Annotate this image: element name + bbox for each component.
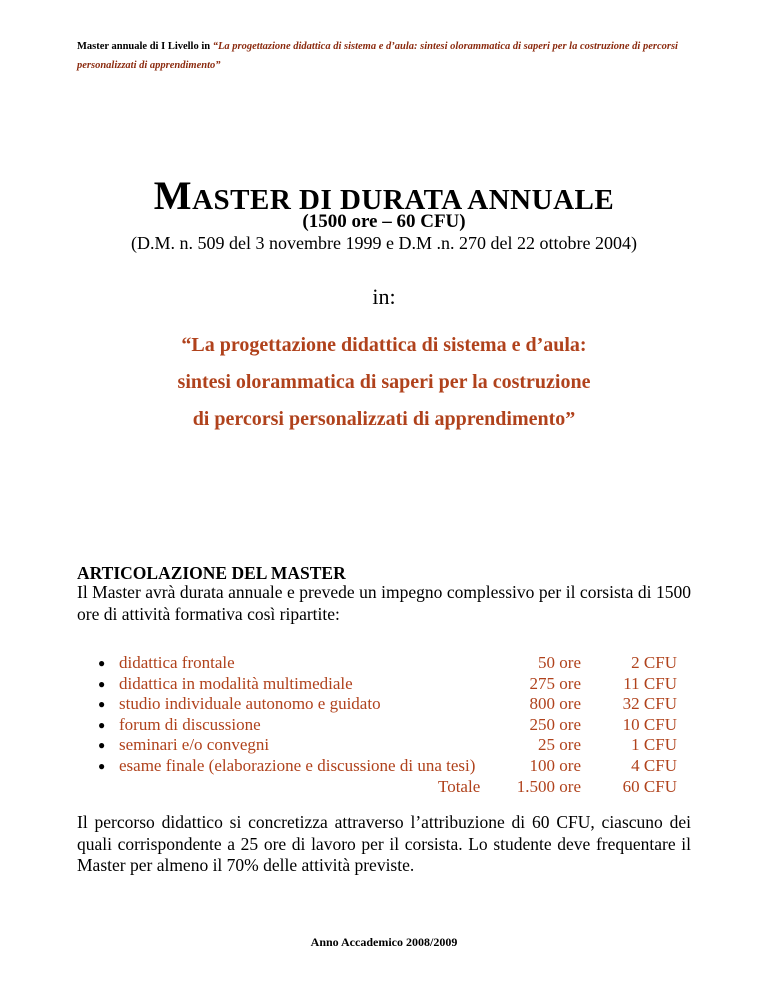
list-item <box>98 756 688 777</box>
activity-cfu: 32 CFU <box>622 694 677 714</box>
list-item <box>98 694 688 715</box>
header-prefix: Master annuale di I Livello in <box>77 41 213 52</box>
in-label: in: <box>372 284 396 309</box>
activity-label: studio individuale autonomo e guidato <box>119 694 381 714</box>
activities-list <box>98 653 688 797</box>
activity-hours: 25 ore <box>538 735 581 755</box>
title-hours: (1500 ore – 60 CFU) <box>302 211 466 232</box>
activity-hours: 800 ore <box>529 694 581 714</box>
activity-hours: 250 ore <box>529 714 581 734</box>
total-row <box>98 777 688 798</box>
activity-hours: 50 ore <box>538 653 581 672</box>
closing-paragraph: Il percorso didattico si concretizza attraverso l’attribuzione di 60 CFU, ciascuno dei quali corrispondente a 25 ore di lavoro per il corsista. Lo studente deve frequentare il Master per almeno il 70% delle attività previste. <box>77 812 691 875</box>
total-label: Totale <box>438 776 481 796</box>
activity-label: esame finale (elaborazione e discussione di una tesi) <box>119 755 476 775</box>
list-item <box>98 674 688 695</box>
course-title-line: di percorsi personalizzati di apprendimento” <box>192 408 576 430</box>
total-cfu: 60 CFU <box>622 776 677 796</box>
total-hours: 1.500 ore <box>516 776 581 796</box>
page-header <box>77 37 697 75</box>
bullet-icon: ● <box>98 758 106 773</box>
activity-cfu: 1 CFU <box>631 735 677 755</box>
bullet-icon: ● <box>98 738 106 753</box>
bullet-icon: ● <box>98 656 106 670</box>
section-intro: Il Master avrà durata annuale e prevede un impegno complessivo per il corsista di 1500 ore di attività formativa così ripartite: <box>77 582 691 624</box>
page-footer: Anno Accademico 2008/2009 <box>310 935 458 949</box>
list-item <box>98 735 688 756</box>
list-item <box>98 653 688 674</box>
bullet-icon: ● <box>98 717 106 732</box>
activity-label: didattica in modalità multimediale <box>119 673 353 693</box>
activity-cfu: 2 CFU <box>631 653 677 672</box>
title-first-letter: M <box>153 173 193 218</box>
activity-label: forum di discussione <box>119 714 261 734</box>
course-title-line: sintesi olorammatica di saperi per la costruzione <box>177 371 591 393</box>
activity-hours: 100 ore <box>529 755 581 775</box>
bullet-icon: ● <box>98 676 106 691</box>
activity-hours: 275 ore <box>529 673 581 693</box>
list-item <box>98 715 688 736</box>
header-course-title: “La progettazione didattica di sistema e d’aula: sintesi olorammatica di saperi per la costruzione di percorsi personalizzati di apprendimento” <box>77 41 678 71</box>
course-title <box>0 327 768 438</box>
activity-cfu: 10 CFU <box>622 714 677 734</box>
title-rest: ASTER DI DURATA ANNUALE <box>192 184 615 216</box>
activity-label: didattica frontale <box>119 653 235 672</box>
title-decree: (D.M. n. 509 del 3 novembre 1999 e D.M .n. 270 del 22 ottobre 2004) <box>131 233 637 253</box>
activity-label: seminari e/o convegni <box>119 735 270 755</box>
activity-cfu: 11 CFU <box>623 673 677 693</box>
section-heading: ARTICOLAZIONE DEL MASTER <box>77 563 346 583</box>
bullet-icon: ● <box>98 697 106 712</box>
activity-cfu: 4 CFU <box>631 755 677 775</box>
course-title-line: “La progettazione didattica di sistema e d’aula: <box>181 334 587 356</box>
